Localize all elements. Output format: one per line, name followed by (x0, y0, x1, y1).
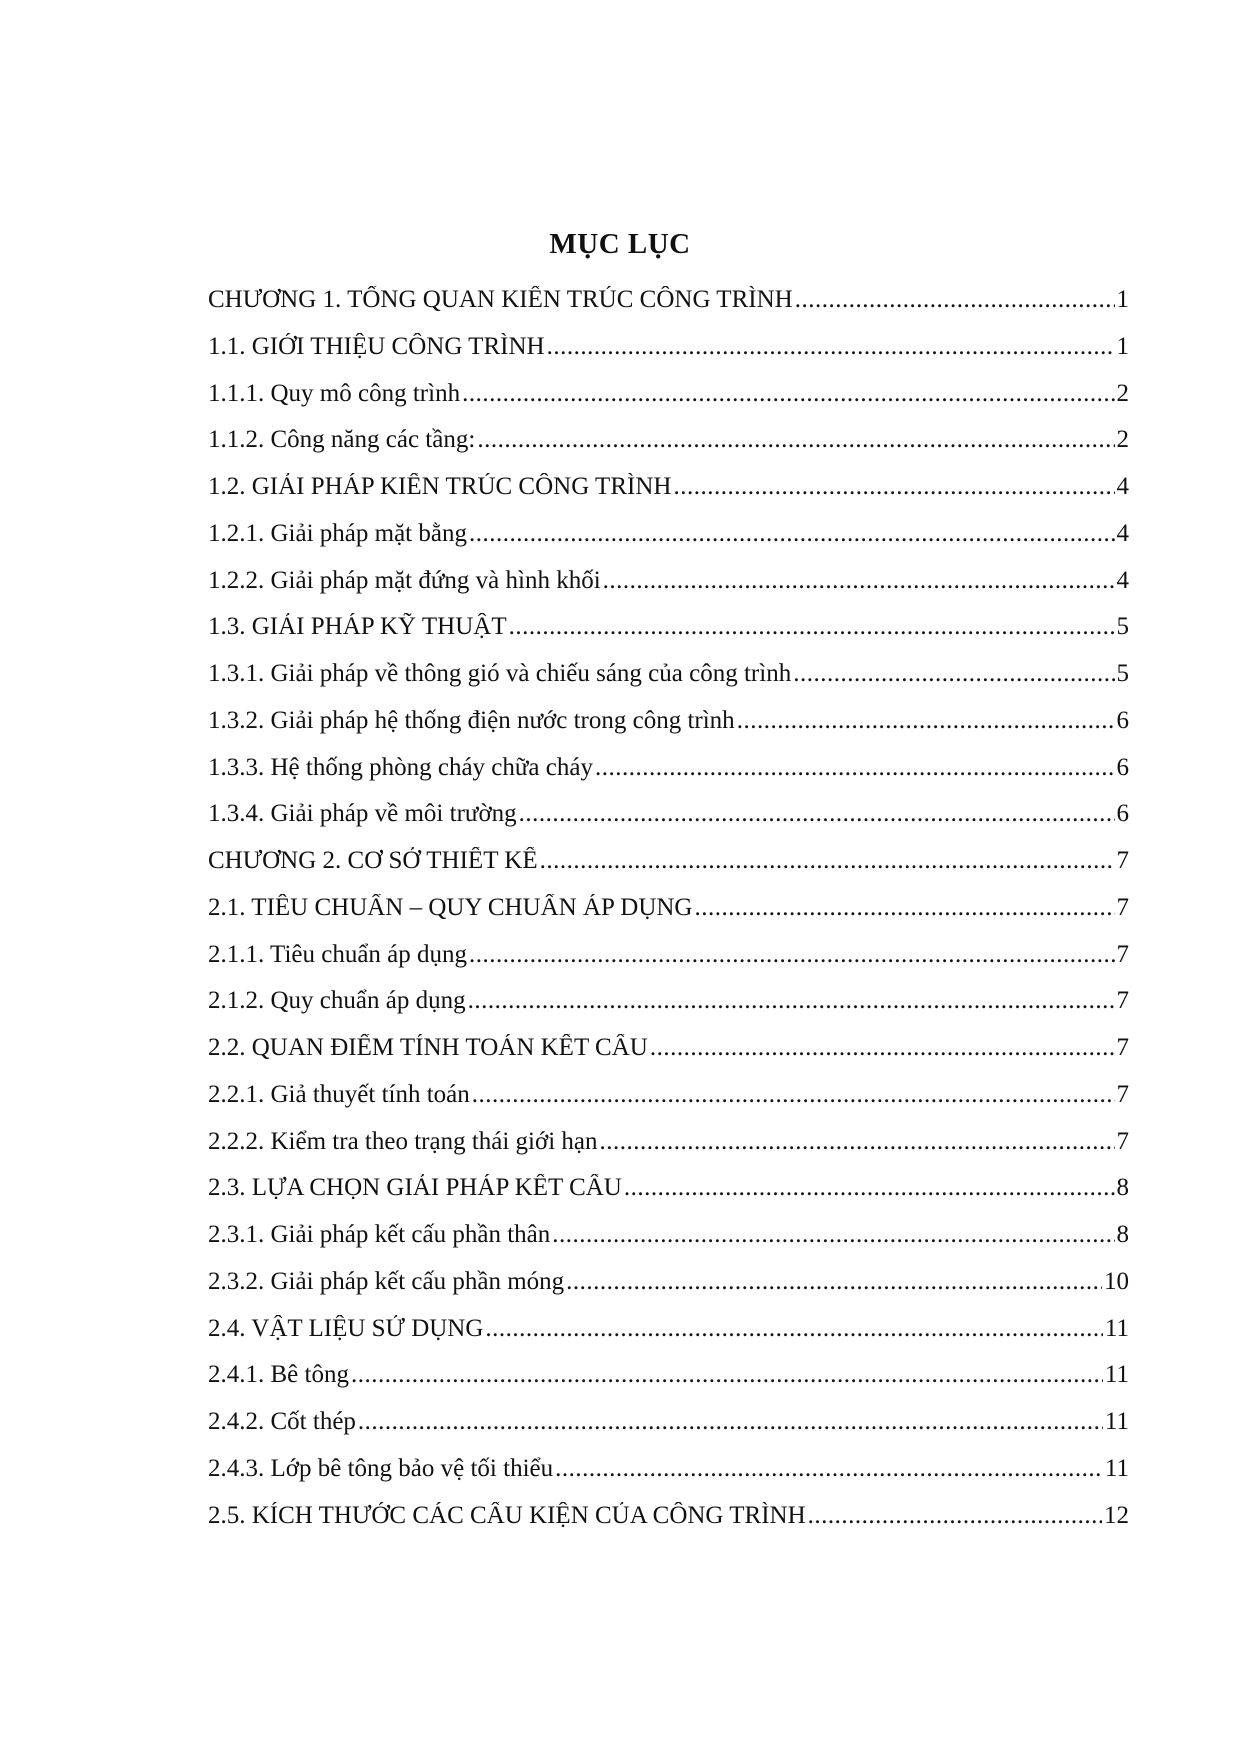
toc-entry-text: 1.1.2. Công năng các tầng: (208, 426, 476, 454)
toc-dot-leader (695, 894, 1115, 922)
toc-entry[interactable] (208, 1455, 1129, 1502)
toc-entry[interactable] (208, 1315, 1129, 1362)
toc-page-number: 11 (1104, 1314, 1129, 1342)
toc-entry-text: 2.4. VẬT LIỆU SỬ DỤNG (208, 1314, 484, 1342)
toc-entry-text: 2.1.2. Quy chuẩn áp dụng (208, 987, 466, 1015)
toc-page-number: 7 (1116, 1034, 1129, 1061)
toc-entry-text: 2.2. QUAN ĐIỂM TÍNH TOÁN KẾT CẤU (208, 1034, 648, 1061)
toc-entry[interactable] (208, 613, 1129, 660)
toc-page-number: 6 (1116, 706, 1129, 734)
toc-entry-text: CHƯƠNG 2. CƠ SỞ THIẾT KẾ (208, 847, 538, 874)
toc-entry-text: 2.4.1. Bê tông (208, 1361, 349, 1389)
toc-entry[interactable] (208, 1408, 1129, 1455)
toc-entry[interactable] (208, 380, 1129, 427)
toc-dot-leader (795, 286, 1115, 314)
toc-entry[interactable] (208, 1081, 1129, 1128)
toc-page-number: 8 (1116, 1221, 1129, 1248)
toc-entry[interactable] (208, 333, 1129, 380)
toc-dot-leader (555, 1455, 1103, 1483)
toc-entry-text: CHƯƠNG 1. TỔNG QUAN KIẾN TRÚC CÔNG TRÌNH (208, 286, 793, 313)
toc-dot-leader (477, 426, 1114, 454)
toc-dot-leader (509, 613, 1115, 641)
toc-entry-text: 2.2.1. Giả thuyết tính toán (208, 1080, 470, 1108)
toc-entry[interactable] (208, 1268, 1129, 1315)
toc-page-number: 4 (1116, 566, 1129, 594)
toc-entry-text: 1.1. GIỚI THIỆU CÔNG TRÌNH (208, 332, 545, 360)
toc-dot-leader (552, 1221, 1114, 1249)
toc-dot-leader (485, 1315, 1103, 1343)
toc-page-number: 7 (1116, 1080, 1129, 1108)
toc-dot-leader (566, 1268, 1102, 1296)
toc-entry[interactable] (208, 894, 1129, 941)
toc-list (208, 286, 1129, 1548)
toc-dot-leader (673, 473, 1114, 501)
toc-dot-leader (462, 380, 1114, 408)
page-title: MỤC LỤC (549, 228, 691, 260)
toc-page-number: 10 (1104, 1267, 1129, 1295)
toc-page-number: 2 (1116, 426, 1129, 454)
toc-dot-leader (650, 1034, 1115, 1062)
toc-entry-text: 1.3.3. Hệ thống phòng cháy chữa cháy (208, 753, 593, 781)
toc-dot-leader (469, 941, 1114, 969)
toc-page-number: 6 (1116, 800, 1129, 828)
toc-dot-leader (469, 520, 1115, 548)
toc-entry[interactable] (208, 473, 1129, 520)
toc-dot-leader (351, 1361, 1103, 1389)
toc-entry-text: 1.3.4. Giải pháp về môi trường (208, 800, 517, 828)
toc-entry-text: 1.1.1. Quy mô công trình (208, 379, 461, 407)
toc-entry[interactable] (208, 941, 1129, 988)
toc-page-number: 11 (1104, 1408, 1129, 1435)
toc-page-number: 2 (1116, 379, 1129, 407)
toc-entry-text: 1.3. GIẢI PHÁP KỸ THUẬT (208, 613, 507, 641)
toc-entry-text: 1.3.2. Giải pháp hệ thống điện nước trong công trình (208, 706, 735, 734)
toc-page-number: 1 (1116, 332, 1129, 360)
toc-entry[interactable] (208, 1128, 1129, 1175)
toc-entry-text: 2.3.1. Giải pháp kết cấu phần thân (208, 1221, 551, 1248)
toc-entry[interactable] (208, 1034, 1129, 1081)
toc-entry[interactable] (208, 286, 1129, 333)
toc-page-number: 7 (1116, 1127, 1129, 1155)
toc-entry[interactable] (208, 567, 1129, 614)
toc-page-number: 5 (1116, 613, 1129, 641)
toc-entry-text: 1.3.1. Giải pháp về thông gió và chiếu sáng của công trình (208, 660, 792, 687)
toc-dot-leader (540, 847, 1115, 875)
toc-entry[interactable] (208, 1174, 1129, 1221)
toc-page-number: 12 (1104, 1501, 1129, 1529)
toc-page-number: 5 (1116, 660, 1129, 687)
toc-page-number: 7 (1116, 987, 1129, 1015)
toc-dot-leader (358, 1408, 1103, 1436)
toc-entry-text: 1.2. GIẢI PHÁP KIẾN TRÚC CÔNG TRÌNH (208, 473, 672, 500)
toc-entry[interactable] (208, 1502, 1129, 1549)
toc-dot-leader (600, 1128, 1115, 1156)
toc-entry[interactable] (208, 660, 1129, 707)
toc-entry-text: 1.2.1. Giải pháp mặt bằng (208, 519, 467, 547)
toc-entry[interactable] (208, 520, 1129, 567)
toc-entry-text: 2.3.2. Giải pháp kết cấu phần móng (208, 1267, 565, 1295)
toc-dot-leader (547, 333, 1115, 361)
toc-dot-leader (624, 1174, 1115, 1202)
toc-page-number: 1 (1116, 286, 1129, 313)
toc-page-number: 6 (1116, 753, 1129, 781)
toc-dot-leader (737, 707, 1115, 735)
toc-entry[interactable] (208, 987, 1129, 1034)
toc-dot-leader (468, 987, 1115, 1015)
toc-entry-text: 2.2.2. Kiểm tra theo trạng thái giới hạn (208, 1127, 598, 1155)
toc-entry[interactable] (208, 707, 1129, 754)
toc-dot-leader (472, 1081, 1115, 1109)
toc-entry[interactable] (208, 800, 1129, 847)
toc-entry[interactable] (208, 847, 1129, 894)
toc-page-number: 8 (1116, 1174, 1129, 1202)
toc-entry[interactable] (208, 1221, 1129, 1268)
toc-entry-text: 2.1. TIÊU CHUẨN – QUY CHUẨN ÁP DỤNG (208, 893, 693, 921)
toc-page-number: 11 (1104, 1361, 1129, 1389)
toc-page-number: 7 (1116, 893, 1129, 921)
toc-dot-leader (603, 567, 1115, 595)
toc-page-number: 4 (1116, 519, 1129, 547)
toc-entry[interactable] (208, 1361, 1129, 1408)
toc-dot-leader (519, 800, 1115, 828)
toc-page-number: 7 (1116, 940, 1129, 968)
toc-dot-leader (793, 660, 1114, 688)
toc-entry-text: 2.4.3. Lớp bê tông bảo vệ tối thiểu (208, 1454, 554, 1482)
toc-entry-text: 2.4.2. Cốt thép (208, 1408, 356, 1435)
toc-dot-leader (595, 754, 1115, 782)
toc-page-number: 11 (1104, 1454, 1129, 1482)
toc-entry-text: 2.1.1. Tiêu chuẩn áp dụng (208, 940, 468, 968)
toc-entry[interactable] (208, 754, 1129, 801)
toc-entry[interactable] (208, 426, 1129, 473)
toc-entry-text: 2.5. KÍCH THƯỚC CÁC CẤU KIỆN CỦA CÔNG TRÌNH (208, 1501, 806, 1529)
toc-page-number: 7 (1116, 847, 1129, 874)
toc-entry-text: 1.2.2. Giải pháp mặt đứng và hình khối (208, 566, 601, 594)
toc-page-number: 4 (1116, 473, 1129, 500)
toc-dot-leader (808, 1502, 1102, 1530)
toc-entry-text: 2.3. LỰA CHỌN GIẢI PHÁP KẾT CẤU (208, 1174, 622, 1202)
